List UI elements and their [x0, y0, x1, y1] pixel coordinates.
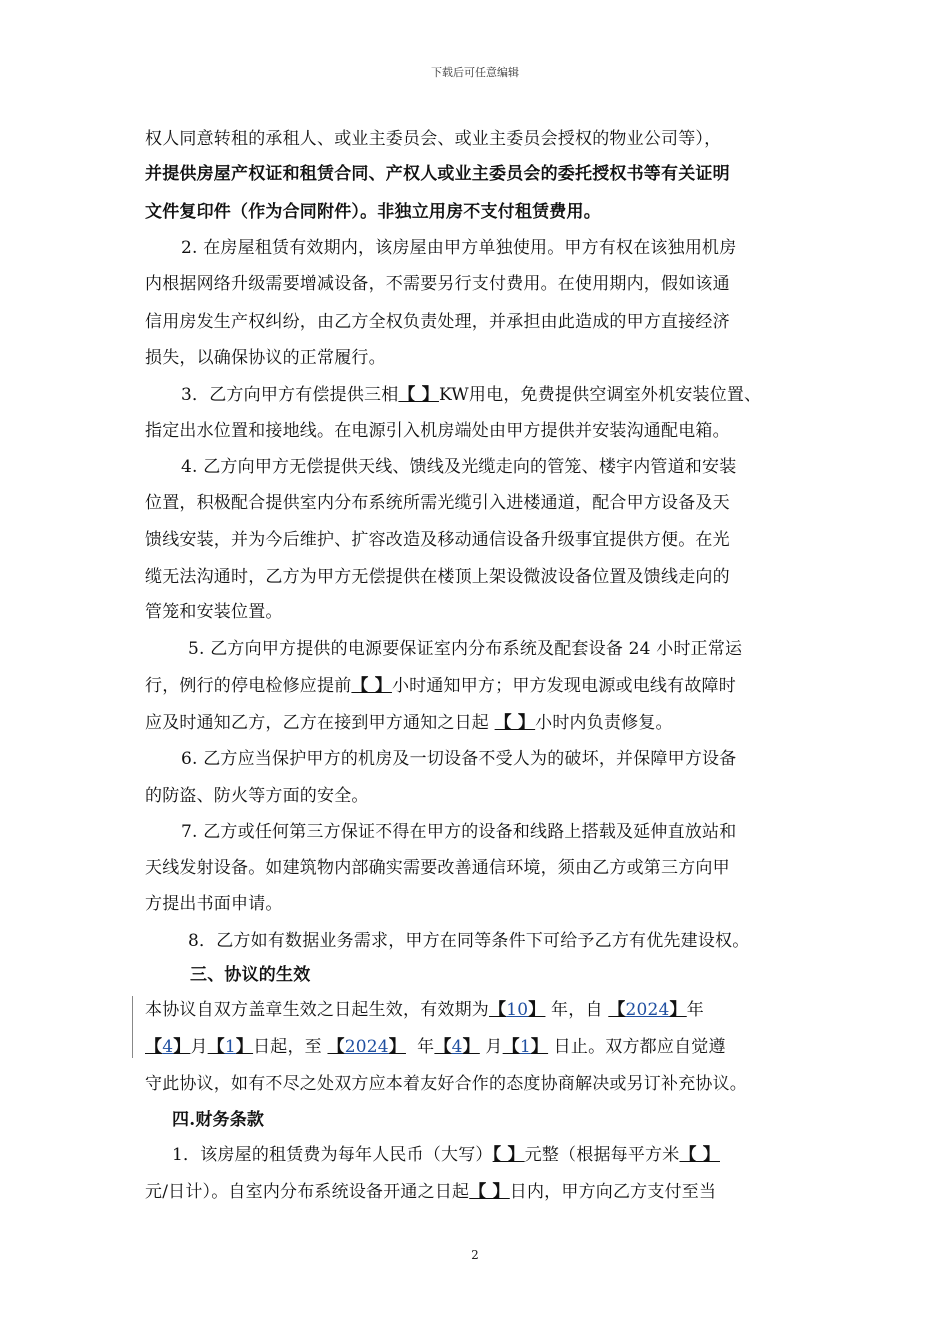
paragraph-line: 方提出书面申请。	[145, 894, 283, 914]
bracket: 】	[669, 1000, 687, 1020]
blank-field: 【 】	[351, 676, 392, 696]
paragraph-line: 管笼和安装位置。	[145, 602, 283, 622]
text-run: 日止。双方都应自觉遵	[548, 1037, 726, 1057]
section-heading: 四.财务条款	[172, 1110, 265, 1130]
bracket: 】	[388, 1037, 406, 1057]
text-run: 小时通知甲方；甲方发现电源或电线有故障时	[391, 676, 736, 696]
start-day-field: 1	[224, 1037, 236, 1057]
text-run: 行，例行的停电检修应提前	[145, 676, 352, 696]
blank-field: 【 】	[469, 1182, 510, 1202]
text-run: 应及时通知乙方，乙方在接到甲方通知之日起	[145, 713, 495, 733]
text-run: 元整（根据每平方米	[524, 1145, 680, 1165]
bracket: 【	[489, 1000, 507, 1020]
paragraph-line: 守此协议，如有不尽之处双方应本着友好合作的态度协商解决或另订补充协议。	[145, 1074, 747, 1094]
text-run: 元/日计）。自室内分布系统设备开通之日起	[145, 1182, 470, 1202]
paragraph-line: 缆无法沟通时，乙方为甲方无偿提供在楼顶上架设微波设备位置及馈线走向的	[145, 567, 730, 587]
bracket: 】	[173, 1037, 191, 1057]
paragraph-line: 2. 在房屋租赁有效期内，该房屋由甲方单独使用。甲方有权在该独用机房	[181, 238, 737, 258]
paragraph-line: 指定出水位置和接地线。在电源引入机房端处由甲方提供并安装沟通配电箱。	[145, 421, 730, 441]
start-month-field: 4	[162, 1037, 174, 1057]
paragraph-line: 内根据网络升级需要增减设备，不需要另行支付费用。在使用期内，假如该通	[145, 274, 730, 294]
text-run: 日起，至	[253, 1037, 328, 1057]
blank-field: 【 】	[492, 1145, 525, 1165]
text-run: KW用电，免费提供空调室外机安装位置、	[438, 385, 762, 405]
paragraph-line: 信用房发生产权纠纷，由乙方全权负责处理，并承担由此造成的甲方直接经济	[145, 312, 730, 332]
blank-field: 【 】	[494, 713, 536, 733]
bracket: 】	[462, 1037, 480, 1057]
paragraph-line: 的防盗、防火等方面的安全。	[145, 786, 369, 806]
paragraph-line: 6. 乙方应当保护甲方的机房及一切设备不受人为的破坏，并保障甲方设备	[181, 749, 737, 769]
text-run: 小时内负责修复。	[535, 713, 673, 733]
section-heading: 三、协议的生效	[190, 965, 311, 985]
page-number: 2	[471, 1248, 479, 1262]
paragraph-line: 天线发射设备。如建筑物内部确实需要改善通信环境，须由乙方或第三方向甲	[145, 858, 730, 878]
text-run: 月	[190, 1037, 208, 1057]
bracket: 【	[502, 1037, 520, 1057]
paragraph-line	[145, 998, 704, 1022]
change-bar	[132, 996, 133, 1058]
paragraph-line	[181, 383, 761, 407]
paragraph-line	[145, 674, 736, 698]
bracket: 【	[207, 1037, 225, 1057]
text-run: 年	[686, 1000, 704, 1020]
paragraph-line: 损失，以确保协议的正常履行。	[145, 348, 386, 368]
blank-field: 【 】	[398, 385, 439, 405]
paragraph-line: 5. 乙方向甲方提供的电源要保证室内分布系统及配套设备 24 小时正常运	[188, 639, 743, 659]
text-run: 日内，甲方向乙方支付至当	[509, 1182, 717, 1202]
text-run: 本协议自双方盖章生效之日起生效，有效期为	[145, 1000, 489, 1020]
paragraph-line	[172, 1143, 720, 1167]
end-month-field: 4	[451, 1037, 463, 1057]
paragraph-line	[145, 1035, 726, 1059]
term-years-field: 10	[506, 1000, 529, 1020]
paragraph-line: 4. 乙方向甲方无偿提供天线、馈线及光缆走向的管笼、楼宇内管道和安装	[181, 457, 737, 477]
paragraph-line	[145, 711, 673, 735]
paragraph-line: 8．乙方如有数据业务需求，甲方在同等条件下可给予乙方有优先建设权。	[188, 931, 750, 951]
bracket: 】	[235, 1037, 254, 1057]
bracket: 【	[608, 1000, 626, 1020]
text-run: 1．该房屋的租赁费为每年人民币（大写）	[172, 1145, 493, 1165]
bracket: 【	[434, 1037, 452, 1057]
page-header: 下载后可任意编辑	[431, 66, 519, 79]
paragraph-line: 文件复印件（作为合同附件）。非独立用房不支付租赁费用。	[145, 202, 601, 222]
paragraph-line: 权人同意转租的承租人、或业主委员会、或业主委员会授权的物业公司等），	[145, 129, 722, 149]
bracket: 】	[530, 1037, 549, 1057]
end-year-field: 2024	[344, 1037, 389, 1057]
text-run: 年	[405, 1037, 435, 1057]
start-year-field: 2024	[625, 1000, 670, 1020]
text-run: 年，自	[545, 1000, 609, 1020]
paragraph-line: 位置，积极配合提供室内分布系统所需光缆引入进楼通道，配合甲方设备及天	[145, 493, 730, 513]
bracket: 【	[327, 1037, 345, 1057]
paragraph-line	[145, 1180, 716, 1204]
paragraph-line: 并提供房屋产权证和租赁合同、产权人或业主委员会的委托授权书等有关证明	[145, 164, 730, 184]
paragraph-line: 馈线安装，并为今后维护、扩容改造及移动通信设备升级事宜提供方便。在光	[145, 530, 730, 550]
bracket: 】	[528, 1000, 546, 1020]
paragraph-line: 7. 乙方或任何第三方保证不得在甲方的设备和线路上搭载及延伸直放站和	[181, 822, 737, 842]
text-run: 月	[479, 1037, 503, 1057]
blank-field: 【 】	[679, 1145, 720, 1165]
end-day-field: 1	[519, 1037, 531, 1057]
text-run: 3．乙方向甲方有偿提供三相	[181, 385, 399, 405]
bracket: 【	[145, 1037, 163, 1057]
